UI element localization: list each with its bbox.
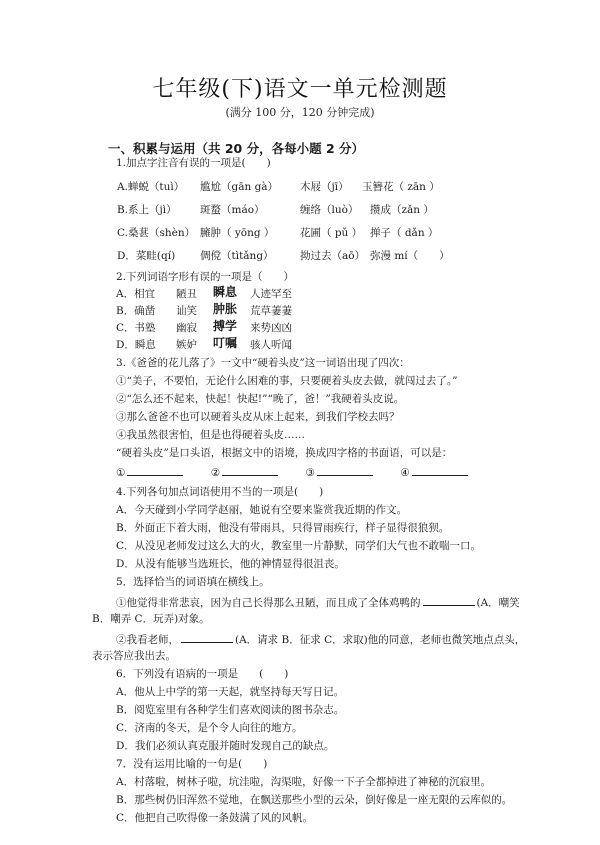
q3-item: ①“美子，不要怕，无论什么困难的事，只要硬着头皮去做，就闯过去了。”	[116, 375, 458, 387]
q2-option: 嫉妒	[176, 339, 197, 351]
question-6-stem: 6．下列没有语病的一项是 ( )	[116, 668, 289, 680]
q1-option: 木屐（jī）	[300, 181, 349, 193]
q1-option: 弥漫 mí（ ）	[370, 250, 450, 262]
page-title: 七年级(下)语文一单元检测题	[152, 77, 448, 102]
q1-option: 花圃（ pǔ ）	[300, 227, 363, 239]
q1-option: D．菜畦(qí)	[117, 250, 176, 262]
blank-label: ④	[400, 467, 410, 479]
answer-blank[interactable]	[412, 464, 468, 476]
page-subtitle: (满分 100 分，120 分钟完成)	[225, 106, 375, 119]
q3-item: ④我虽然很害怕，但是也得硬着头皮……	[116, 429, 305, 441]
question-2-stem: 2.下列词语字形有误的一项是（ ）	[116, 271, 295, 283]
q6-option: B．阅览室里有各种学生们喜欢阅读的图书杂志。	[116, 704, 345, 716]
question-7-stem: 7．没有运用比喻的一句是( )	[116, 758, 268, 770]
question-3-stem: 3.《爸爸的花儿落了》一文中“硬着头皮”这一词语出现了四次：	[116, 357, 410, 369]
q2-option: 来势凶凶	[250, 322, 292, 334]
q1-option: 尴尬（gān gà）	[200, 181, 279, 193]
answer-blank[interactable]	[181, 631, 233, 643]
q6-option: D．我们必须认真克服并随时发现自己的缺点。	[116, 740, 335, 752]
q5-text: (A．嘲笑	[476, 597, 520, 609]
q1-option: 拗过去（aō）	[300, 250, 366, 262]
answer-blank[interactable]	[423, 594, 475, 606]
q1-option: 斑蝥（máo）	[200, 204, 265, 216]
q7-option: B．那些树仍旧浑然不觉地，在飘送那些小型的云朵，倒好像是一座无限的云库似的。	[116, 794, 513, 806]
q2-option: B．确凿	[116, 305, 156, 317]
q5-line	[116, 631, 525, 647]
section-heading: 一、积累与运用（共 20 分，各每小题 2 分）	[108, 141, 365, 156]
q2-option: D．瞬息	[116, 339, 156, 351]
answer-blank[interactable]	[317, 464, 373, 476]
q4-option: A．今天碰到小学同学赵丽，她说有空要来鉴赏我近期的作文。	[116, 504, 408, 516]
q1-option: 倜傥（tìtǎng）	[200, 250, 274, 262]
blank-label: ①	[116, 467, 126, 479]
q1-option: 攒成（zǎn ）	[370, 204, 434, 216]
q3-prompt: “硬着头皮”是口头语，根据文中的语境，换成四字格的书面语，可以是：	[116, 447, 453, 459]
q5-text: (A．请求 B．征求 C．求取)他的同意，老师也微笑地点点头，	[235, 634, 526, 646]
q1-option: B.系上（jì）	[117, 204, 177, 216]
q4-option: C．从没见老师发过这么大的火，教室里一片静默，同学们大气也不敢喘一口。	[116, 540, 482, 552]
question-5-stem: 5．选择恰当的词语填在横线上。	[116, 576, 270, 588]
q7-option: C．他把自己吹得像一条鼓满了风的风帆。	[116, 812, 314, 824]
q2-option: 肿胀	[213, 302, 238, 316]
answer-blank[interactable]	[222, 464, 278, 476]
blank-label: ③	[305, 467, 315, 479]
q3-item: ③那么爸爸不也可以硬着头皮从床上起来，到我们学校去吗？	[116, 411, 400, 423]
q5-text: ①他觉得非常悲哀，因为自己长得那么丑陋，而且成了全体鸡鸭的	[116, 597, 421, 609]
q5-text: B．嘲弄 C．玩弄)对象。	[92, 613, 210, 625]
q2-option: 陋丑	[176, 288, 197, 300]
q2-option: 幽寂	[176, 322, 197, 334]
q2-option: 荒草萋萋	[250, 305, 292, 317]
q1-option: C.桑葚（shèn）	[117, 227, 196, 239]
q2-option: A．相宜	[116, 288, 156, 300]
q2-option: 叮嘱	[213, 336, 238, 350]
q2-option: 瞬息	[213, 285, 238, 299]
q5-text: ②我看老师，	[116, 634, 179, 646]
q6-option: A．他从上中学的第一天起，就坚持每天写日记。	[116, 686, 345, 698]
q6-option: C．济南的冬天，是个令人向往的地方。	[116, 722, 303, 734]
q2-option: 人迹罕至	[250, 288, 292, 300]
question-4-stem: 4.下列各句加点词语使用不当的一项是( )	[116, 486, 324, 498]
q1-option: 臃肿（ yōng ）	[200, 227, 275, 239]
q1-option: A.蝉蜕（tuì）	[117, 181, 185, 193]
answer-blank[interactable]	[127, 464, 183, 476]
q1-option: 掸子（ dǎn ）	[370, 227, 439, 239]
q3-blanks	[116, 464, 470, 480]
q2-option: 讪笑	[176, 305, 197, 317]
q2-option: C．书塾	[116, 322, 156, 334]
blank-label: ②	[210, 467, 221, 479]
q7-option: A．村落啦，树林子啦，坑洼啦，沟渠啦，好像一下子全都掉进了神秘的沉寂里。	[116, 776, 492, 788]
q2-option: 骇人听闻	[250, 339, 292, 351]
q1-option: 缠络（luò）	[300, 204, 359, 216]
q5-line	[116, 594, 520, 610]
q1-option: 玉簪花（ zān ）	[362, 181, 440, 193]
q2-option: 搏学	[213, 319, 238, 333]
question-1-stem: 1.加点字注音有误的一项是( )	[116, 157, 271, 169]
q4-option: D．从没有能够当选班长，他的神情显得很沮丧。	[116, 558, 345, 570]
q3-item: ②“怎么还不起来，快起！快起!”“晚了，爸！”我硬着头皮说。	[116, 393, 405, 405]
q5-text: 表示答应我出去。	[92, 650, 176, 662]
q4-option: B．外面正下着大雨，他没有带雨具，只得冒雨疾行，样子显得很狼狈。	[116, 522, 450, 534]
